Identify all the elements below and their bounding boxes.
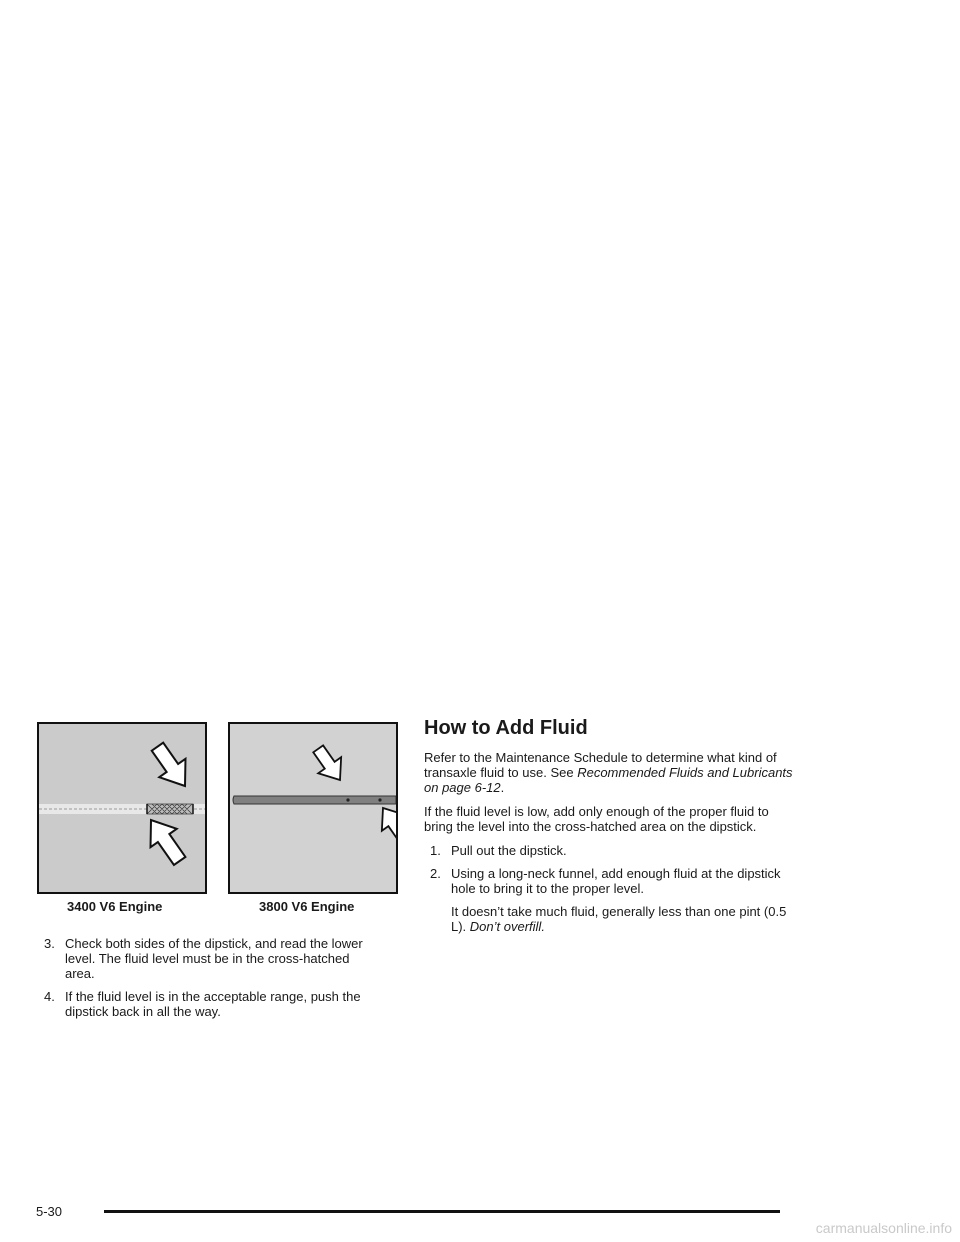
footer-divider [104, 1210, 780, 1213]
step-number: 2. [430, 866, 441, 881]
step-number: 4. [44, 989, 55, 1004]
figure-caption-3800: 3800 V6 Engine [259, 899, 355, 914]
step-number: 3. [44, 936, 55, 951]
intro-end: . [500, 780, 505, 795]
list-item [424, 866, 794, 896]
intro-text: Refer to the Maintenance Schedule to determine what kind of transaxle fluid to use. See [424, 750, 777, 780]
low-level-paragraph: If the fluid level is low, add only enough of the proper fluid to bring the level into the cross-hatched area on the dipstick. [424, 804, 769, 834]
step-text: Using a long-neck funnel, add enough fluid at the dipstick hole to bring it to the proper level. [451, 866, 781, 896]
dipstick-icon [233, 796, 396, 804]
overfill-warning: Don’t overfill. [469, 919, 545, 934]
list-item [424, 843, 794, 858]
dipstick-3400-illustration [39, 724, 205, 892]
list-item [44, 989, 374, 1019]
left-steps-list [44, 936, 374, 1027]
step-text: If the fluid level is in the acceptable range, push the dipstick back in all the way. [65, 989, 361, 1019]
page-number: 5-30 [36, 1204, 63, 1219]
dipstick-3800-illustration [230, 724, 396, 892]
note-text: It doesn’t take much fluid, generally less than one pint (0.5 L). [451, 904, 787, 934]
list-item [44, 936, 374, 981]
figure-caption-3400: 3400 V6 Engine [67, 899, 163, 914]
watermark: carmanualsonline.info [815, 1220, 952, 1236]
section-heading: How to Add Fluid [424, 717, 588, 739]
figure-3800-engine [228, 722, 398, 894]
dipstick-icon [39, 804, 205, 814]
fluid-amount-note [424, 904, 794, 934]
cross-reference: Recommended Fluids and Lubricants on page 6-12 [424, 765, 793, 795]
step-number: 1. [430, 843, 441, 858]
intro-paragraph [424, 750, 794, 795]
add-fluid-section [424, 716, 794, 942]
step-text: Check both sides of the dipstick, and read the lower level. The fluid level must be in the cross-hatched area. [65, 936, 363, 981]
step-text: Pull out the dipstick. [451, 843, 567, 858]
figure-3400-engine [37, 722, 207, 894]
